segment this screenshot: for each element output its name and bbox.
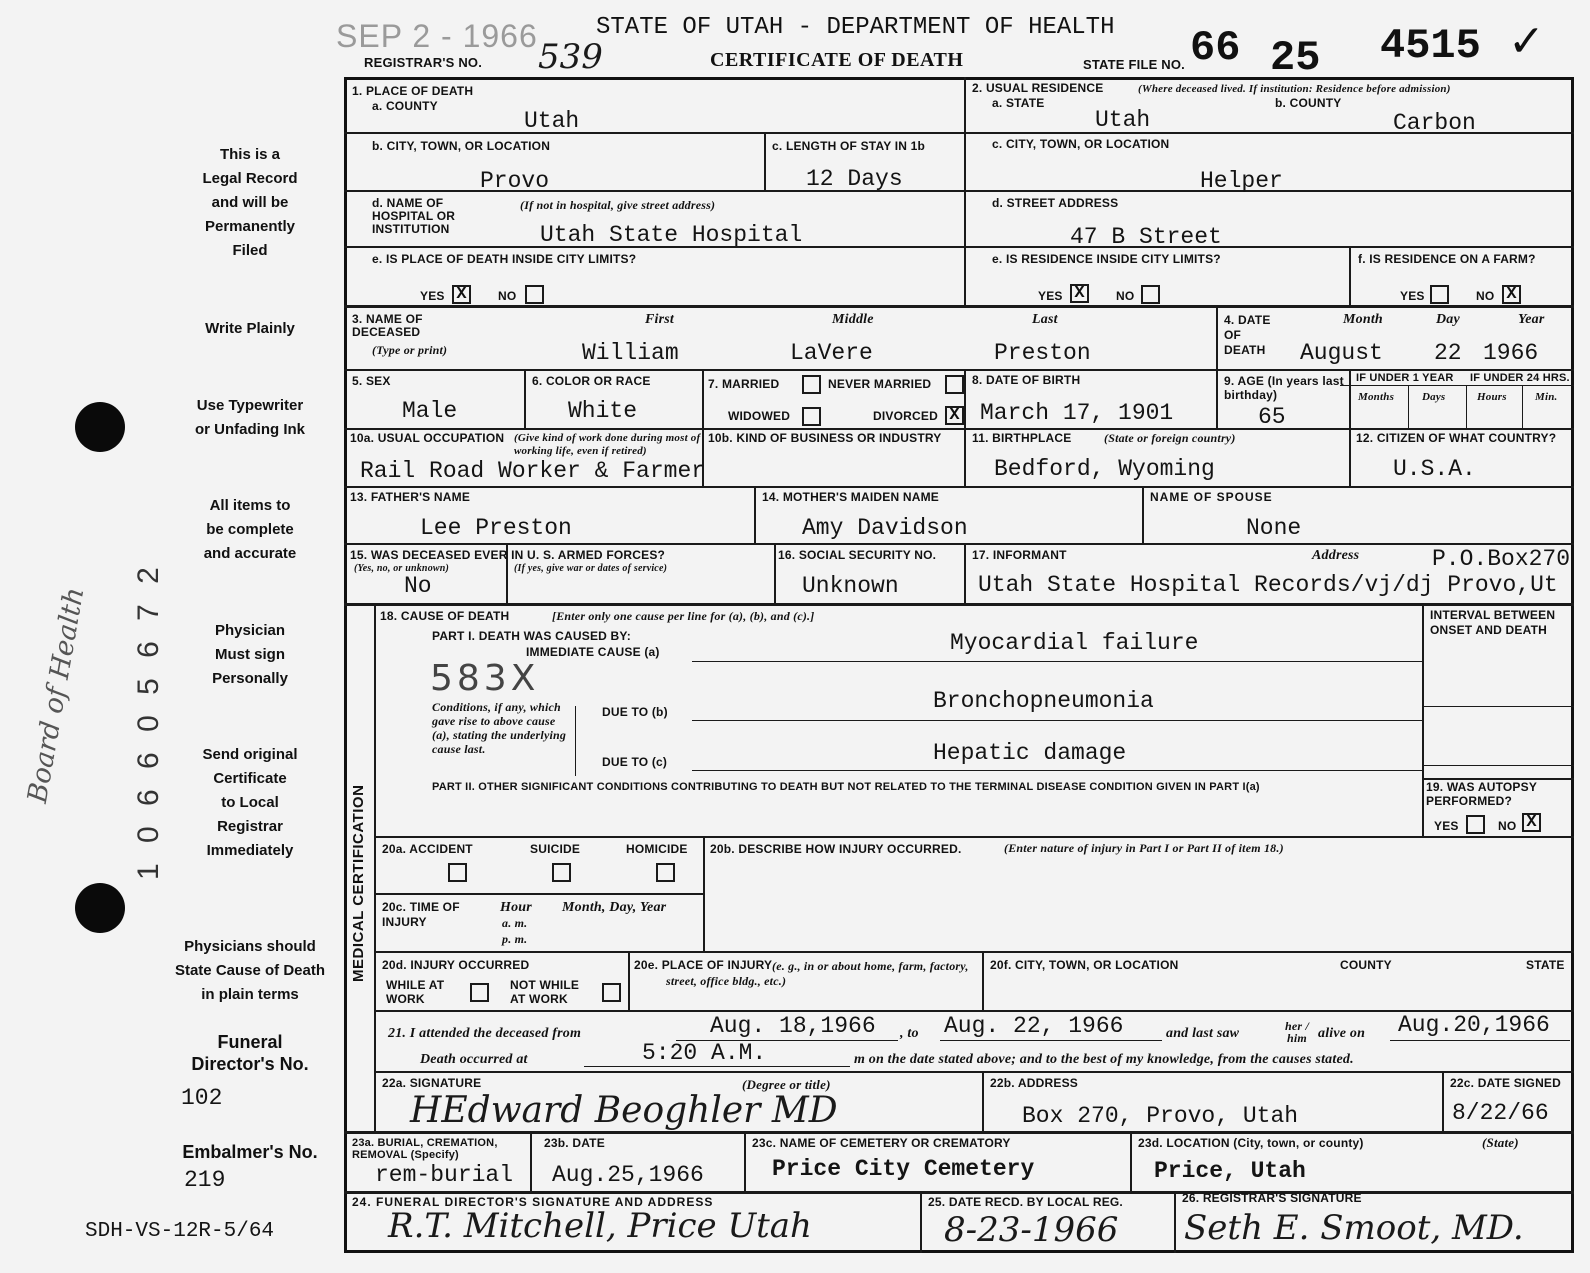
not-while-at-work-label: NOT WHILE AT WORK (510, 978, 580, 1006)
occupation-label: 10a. USUAL OCCUPATION (350, 431, 505, 445)
burial-date-label: 23b. DATE (544, 1136, 605, 1150)
res-limits-no-label: NO (1116, 289, 1135, 303)
date-of-birth: March 17, 1901 (980, 400, 1174, 426)
pm-label: p. m. (502, 932, 528, 946)
mother-name: Amy Davidson (802, 515, 968, 541)
death-limits-yes-label: YES (420, 289, 445, 303)
death-inside-limits-label: e. IS PLACE OF DEATH INSIDE CITY LIMITS? (372, 252, 637, 266)
not-while-at-work-checkbox[interactable] (602, 983, 621, 1002)
while-at-work-label: WHILE AT WORK (386, 978, 445, 1006)
residence-city-label: c. CITY, TOWN, OR LOCATION (992, 137, 1170, 151)
alive-date: Aug.20,1966 (1398, 1012, 1550, 1038)
state-title: STATE OF UTAH - DEPARTMENT OF HEALTH (596, 14, 1115, 41)
death-city-label: b. CITY, TOWN, OR LOCATION (372, 139, 551, 153)
death-month: August (1300, 340, 1383, 366)
informant-label: 17. INFORMANT (972, 548, 1067, 562)
place-of-injury-note: (e. g., in or about home, farm, factory, street, office bldg., etc.) (666, 959, 969, 988)
never-married-label: NEVER MARRIED (828, 377, 932, 391)
under-24-hrs-label: IF UNDER 24 HRS. (1470, 372, 1570, 384)
father-name: Lee Preston (420, 515, 572, 541)
ssn: Unknown (802, 573, 899, 599)
occupation-note: (Give kind of work done during most of working life, even if retired) (514, 432, 701, 457)
physician-note: Physician Must sign Personally (212, 622, 288, 687)
embalmer-no: 219 (184, 1167, 226, 1193)
armed-forces-label: 15. WAS DECEASED EVER IN U. S. ARMED FORCES? (350, 548, 666, 562)
type-or-print-note: (Type or print) (372, 343, 448, 357)
check-mark-icon: ✓ (1508, 17, 1545, 66)
sex: Male (402, 398, 458, 424)
autopsy-label: 19. WAS AUTOPSY PERFORMED? (1426, 780, 1537, 808)
immediate-cause: Myocardial failure (950, 630, 1199, 656)
farm-yes-checkbox[interactable] (1430, 285, 1449, 304)
death-city: Provo (480, 168, 550, 194)
attended-to: Aug. 22, 1966 (944, 1013, 1124, 1039)
last-saw-label: and last saw (1166, 1026, 1240, 1041)
hospital-note: (If not in hospital, give street address) (520, 198, 716, 212)
divorced-checkbox[interactable]: X (945, 406, 964, 425)
form-number: SDH-VS-12R-5/64 (85, 1220, 275, 1243)
part2-label: PART II. OTHER SIGNIFICANT CONDITIONS CONTRIBUTING TO DEATH BUT NOT RELATED TO THE TERMINAL DISEASE CONDITION GIVEN IN PART I(a) (432, 781, 1260, 793)
send-original-note: Send original Certificate to Local Registrar Immediately (202, 746, 298, 859)
due-c-label: DUE TO (c) (602, 755, 668, 769)
spouse-label: NAME OF SPOUSE (1150, 490, 1273, 504)
sex-label: 5. SEX (352, 374, 391, 388)
armed-note: (Yes, no, or unknown) (354, 563, 450, 574)
funeral-director-label: Funeral Director's No. (191, 1032, 309, 1074)
informant-address-label: Address (1312, 548, 1360, 563)
state-file-no-c: 4515 (1380, 22, 1481, 70)
alive-on-label: alive on (1318, 1026, 1366, 1041)
deceased-name-label: 3. NAME OF DECEASED (352, 312, 423, 339)
cemetery-label: 23c. NAME OF CEMETERY OR CREMATORY (752, 1136, 1011, 1150)
injury-county-label: COUNTY (1340, 958, 1392, 972)
while-at-work-checkbox[interactable] (470, 983, 489, 1002)
dob-label: 8. DATE OF BIRTH (972, 373, 1081, 387)
spouse-name: None (1246, 515, 1302, 541)
registrar-no-label: REGISTRAR'S NO. (364, 55, 483, 70)
registrar-sig-label: 26. REGISTRAR'S SIGNATURE (1182, 1191, 1362, 1205)
registrar-signature: Seth E. Smoot, MD. (1184, 1208, 1524, 1248)
birthplace-label: 11. BIRTHPLACE (972, 431, 1072, 445)
time-of-injury-label: 20c. TIME OF INJURY (382, 900, 460, 929)
occurred-at: 5:20 A.M. (642, 1040, 767, 1066)
citizen-label: 12. CITIZEN OF WHAT COUNTRY? (1356, 431, 1557, 445)
farm-no-checkbox[interactable]: X (1502, 285, 1521, 304)
hours-label: Hours (1477, 391, 1507, 403)
injury-occurred-label: 20d. INJURY OCCURRED (382, 958, 530, 972)
date-recd: 8-23-1966 (944, 1210, 1119, 1250)
war-note: (If yes, give war or dates of service) (514, 563, 668, 574)
injury-desc-note: (Enter nature of injury in Part I or Part II of item 18.) (1004, 841, 1284, 855)
suicide-label: SUICIDE (530, 842, 581, 856)
armed-forces: No (404, 573, 432, 599)
residence-state: Utah (1095, 107, 1151, 133)
street-address: 47 B Street (1070, 224, 1222, 250)
cause-note: [Enter only one cause per line for (a), (b), and (c).] (552, 609, 815, 623)
cause-code: 583X (430, 658, 540, 699)
sig-address: Box 270, Provo, Utah (1022, 1103, 1299, 1129)
injury-state-label: STATE (1526, 958, 1565, 972)
first-label: First (645, 312, 675, 327)
burial-type-label: 23a. BURIAL, CREMATION, REMOVAL (Specify) (352, 1137, 498, 1161)
received-stamp: SEP 2 - 1966 (336, 18, 538, 54)
accident-checkbox[interactable] (448, 863, 467, 882)
part1-label: PART I. DEATH WAS CAUSED BY: (432, 629, 631, 643)
homicide-label: HOMICIDE (626, 842, 688, 856)
due-to-b: Bronchopneumonia (933, 688, 1154, 714)
autopsy-yes-label: YES (1434, 819, 1459, 833)
typewriter-note: Use Typewriter or Unfading Ink (195, 397, 305, 438)
occurred-at-label: Death occurred at (420, 1052, 528, 1067)
complete-note: All items to be complete and accurate (203, 497, 297, 562)
cause-label: 18. CAUSE OF DEATH (380, 609, 510, 623)
embalmer-label: Embalmer's No. (182, 1142, 318, 1162)
death-day: 22 (1434, 340, 1462, 366)
attended-from: Aug. 18,1966 (710, 1013, 876, 1039)
burial-date: Aug.25,1966 (552, 1162, 704, 1188)
informant: Utah State Hospital Records/vj/dj Provo,Ut (978, 572, 1558, 598)
physicians-should-note: Physicians should State Cause of Death in plain terms (174, 938, 326, 1003)
length-of-stay-label: c. LENGTH OF STAY IN 1b (772, 139, 926, 153)
death-county: Utah (524, 108, 580, 134)
occurred-tail: m on the date stated above; and to the best of my knowledge, from the causes stated. (854, 1052, 1354, 1067)
business-label: 10b. KIND OF BUSINESS OR INDUSTRY (708, 431, 942, 445)
interval-label: INTERVAL BETWEEN ONSET AND DEATH (1430, 608, 1556, 637)
first-name: William (582, 340, 679, 366)
last-name: Preston (994, 340, 1091, 366)
occupation: Rail Road Worker & Farmer (360, 458, 706, 484)
vertical-handwriting: Board of Health (22, 585, 91, 806)
medical-certification-side-label: MEDICAL CERTIFICATION (350, 784, 367, 982)
state-file-no-a: 66 (1190, 24, 1241, 72)
injury-desc-label: 20b. DESCRIBE HOW INJURY OCCURRED. (710, 842, 962, 856)
mother-label: 14. MOTHER'S MAIDEN NAME (762, 490, 940, 504)
location-label: 23d. LOCATION (City, town, or county) (1138, 1136, 1364, 1150)
autopsy-yes-checkbox[interactable] (1466, 815, 1485, 834)
punch-hole-bottom (75, 883, 125, 933)
physician-signature: HEdward Beoghler MD (410, 1090, 838, 1131)
burial-location: Price, Utah (1154, 1158, 1306, 1184)
min-label: Min. (1535, 391, 1558, 403)
hospital-label: d. NAME OF HOSPITAL OR INSTITUTION (372, 196, 456, 236)
certificate-title: CERTIFICATE OF DEATH (710, 49, 964, 71)
months-label: Months (1358, 391, 1395, 403)
state-file-label: STATE FILE NO. (1083, 57, 1185, 72)
never-married-checkbox[interactable] (945, 375, 964, 394)
date-of-death-label: 4. DATE OF DEATH (1224, 313, 1271, 357)
day-label: Day (1436, 312, 1460, 327)
due-b-label: DUE TO (b) (602, 705, 668, 719)
informant-address: P.O.Box270 (1432, 546, 1571, 572)
married-checkbox[interactable] (802, 375, 821, 394)
location-state-label: (State) (1482, 1135, 1519, 1150)
sig-address-label: 22b. ADDRESS (990, 1076, 1078, 1090)
hour-label: Hour (500, 900, 532, 915)
last-label: Last (1032, 312, 1058, 327)
res-limits-yes-checkbox[interactable]: X (1070, 284, 1089, 303)
residence-city: Helper (1200, 168, 1283, 194)
age: 65 (1258, 404, 1286, 430)
birthplace: Bedford, Wyoming (994, 456, 1215, 482)
date-recd-label: 25. DATE RECD. BY LOCAL REG. (928, 1195, 1123, 1209)
res-limits-yes-label: YES (1038, 289, 1063, 303)
age-label: 9. AGE (In years last birthday) (1224, 374, 1344, 402)
residence-label: 2. USUAL RESIDENCE (972, 81, 1104, 95)
suicide-checkbox[interactable] (552, 863, 571, 882)
residence-county: Carbon (1393, 110, 1476, 136)
vertical-file-number: 1 0 6 6 0 5 6 7 2 (132, 561, 165, 880)
mdy-label: Month, Day, Year (562, 900, 667, 915)
divorced-label: DIVORCED (873, 409, 938, 423)
death-limits-yes-checkbox[interactable]: X (452, 285, 471, 304)
death-county-label: a. COUNTY (372, 99, 438, 113)
autopsy-no-checkbox[interactable]: X (1522, 813, 1541, 832)
street-label: d. STREET ADDRESS (992, 196, 1119, 210)
homicide-checkbox[interactable] (656, 863, 675, 882)
accident-label: 20a. ACCIDENT (382, 842, 473, 856)
middle-label: Middle (832, 312, 874, 327)
punch-hole-top (75, 402, 125, 452)
res-limits-no-checkbox[interactable] (1141, 285, 1160, 304)
death-limits-no-checkbox[interactable] (525, 285, 544, 304)
date-signed-label: 22c. DATE SIGNED (1450, 1076, 1562, 1090)
farm-no-label: NO (1476, 289, 1495, 303)
hospital-name: Utah State Hospital (540, 222, 803, 248)
registrar-no: 539 (538, 37, 603, 77)
am-label: a. m. (502, 916, 528, 930)
ssn-label: 16. SOCIAL SECURITY NO. (778, 548, 937, 562)
length-of-stay: 12 Days (806, 166, 903, 192)
residence-county-label: b. COUNTY (1275, 96, 1342, 110)
immediate-cause-label: IMMEDIATE CAUSE (a) (526, 645, 660, 659)
year-label: Year (1518, 312, 1545, 327)
her-him-label: her / him (1284, 1019, 1309, 1045)
middle-name: LaVere (790, 340, 873, 366)
funeral-director-no: 102 (181, 1085, 223, 1111)
place-of-death-label: 1. PLACE OF DEATH (352, 84, 474, 98)
farm-yes-label: YES (1400, 289, 1425, 303)
father-label: 13. FATHER'S NAME (350, 490, 471, 504)
funeral-director-signature: R.T. Mitchell, Price Utah (388, 1206, 812, 1246)
date-signed: 8/22/66 (1452, 1100, 1549, 1126)
birthplace-note: (State or foreign country) (1104, 431, 1236, 445)
write-plainly-note: Write Plainly (205, 320, 295, 337)
widowed-label: WIDOWED (728, 409, 791, 423)
signature-label: 22a. SIGNATURE (382, 1076, 482, 1090)
citizen: U.S.A. (1393, 456, 1476, 482)
days-label: Days (1422, 391, 1446, 403)
residence-inside-limits-label: e. IS RESIDENCE INSIDE CITY LIMITS? (992, 252, 1221, 266)
residence-note: (Where deceased lived. If institution: Residence before admission) (1138, 83, 1451, 95)
degree-label: (Degree or title) (742, 1077, 831, 1092)
under-1-year-label: IF UNDER 1 YEAR (1356, 372, 1454, 384)
married-label: 7. MARRIED (708, 377, 780, 391)
death-limits-no-label: NO (498, 289, 517, 303)
autopsy-no-label: NO (1498, 819, 1517, 833)
legal-record-note: This is a Legal Record and will be Permanently Filed (202, 146, 298, 259)
race-label: 6. COLOR OR RACE (532, 374, 651, 388)
due-to-c: Hepatic damage (933, 740, 1127, 766)
farm-label: f. IS RESIDENCE ON A FARM? (1358, 252, 1536, 266)
attended-label: 21. I attended the deceased from (388, 1026, 582, 1041)
cemetery: Price City Cemetery (772, 1156, 1035, 1182)
place-of-injury-label: 20e. PLACE OF INJURY (634, 958, 773, 972)
conditions-note: Conditions, if any, which gave rise to above cause (a), stating the underlying cause last. (432, 700, 567, 756)
death-year: 1966 (1483, 340, 1539, 366)
residence-state-label: a. STATE (992, 96, 1045, 110)
injury-city-label: 20f. CITY, TOWN, OR LOCATION (990, 958, 1179, 972)
funeral-director-sig-label: 24. FUNERAL DIRECTOR'S SIGNATURE AND ADDRESS (352, 1195, 714, 1209)
state-file-no-b: 25 (1270, 34, 1321, 82)
widowed-checkbox[interactable] (802, 407, 821, 426)
race: White (568, 398, 638, 424)
burial-type: rem-burial (375, 1162, 514, 1188)
attended-to-word: , to (900, 1026, 919, 1041)
month-label: Month (1343, 312, 1383, 327)
